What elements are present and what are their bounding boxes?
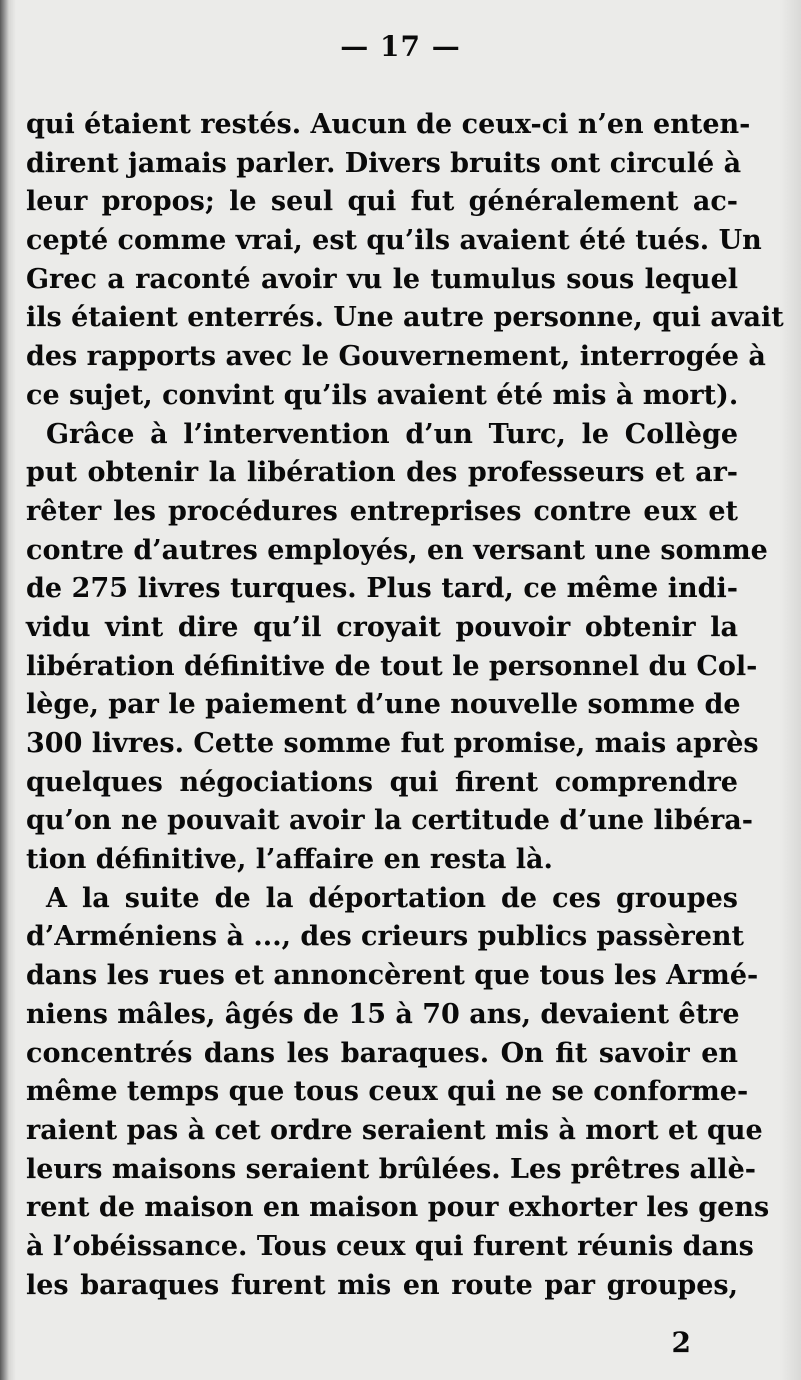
text-line: quelques négociations qui firent comprendre xyxy=(26,766,738,798)
text-line: qui étaient restés. Aucun de ceux-ci n’en enten- xyxy=(26,109,751,140)
text-line: Grec a raconté avoir vu le tumulus sous lequel xyxy=(26,263,738,295)
text-line: d’Arméniens à ..., des crieurs publics passèrent xyxy=(26,921,745,953)
text-line: concentrés dans les baraques. On fit savoir en xyxy=(26,1037,738,1069)
text-line: Grâce à l’intervention d’un Turc, le Collège xyxy=(46,418,738,450)
signature-mark: 2 xyxy=(671,1326,691,1359)
text-line: à l’obéissance. Tous ceux qui furent réunis dans xyxy=(26,1230,754,1262)
text-line: qu’on ne pouvait avoir la certitude d’une libéra- xyxy=(26,805,753,837)
text-line: contre d’autres employés, en versant une somme xyxy=(26,534,768,566)
text-line: rêter les procédures entreprises contre eux et xyxy=(26,495,738,527)
text-line: cepté comme vrai, est qu’ils avaient été tués. Un xyxy=(26,225,762,257)
text-line: rent de maison en maison pour exhorter les gens xyxy=(26,1192,770,1224)
text-line: dans les rues et annoncèrent que tous les Armé- xyxy=(26,960,759,992)
body-text xyxy=(26,106,784,1305)
text-line: ce sujet, convint qu’ils avaient été mis à mort). xyxy=(26,379,739,411)
text-line: même temps que tous ceux qui ne se conforme- xyxy=(26,1076,749,1108)
text-line: A la suite de la déportation de ces groupes xyxy=(46,882,738,914)
text-line: tion définitive, l’affaire en resta là. xyxy=(26,844,553,876)
text-line: de 275 livres turques. Plus tard, ce même indi- xyxy=(26,573,738,605)
text-line: ils étaient enterrés. Une autre personne, qui avait xyxy=(26,302,784,334)
text-line: vidu vint dire qu’il croyait pouvoir obtenir la xyxy=(26,611,738,643)
text-line: leur propos; le seul qui fut généralement ac- xyxy=(26,186,738,218)
text-line: raient pas à cet ordre seraient mis à mort et que xyxy=(26,1114,763,1146)
text-line: des rapports avec le Gouvernement, interrogée à xyxy=(26,341,766,373)
text-line: libération définitive de tout le personnel du Col- xyxy=(26,650,758,682)
text-line: les baraques furent mis en route par groupes, xyxy=(26,1269,738,1301)
text-line: leurs maisons seraient brûlées. Les prêtres allè- xyxy=(26,1153,756,1185)
text-line: lège, par le paiement d’une nouvelle somme de xyxy=(26,689,741,721)
text-line: dirent jamais parler. Divers bruits ont circulé à xyxy=(26,147,742,179)
text-line: 300 livres. Cette somme fut promise, mais après xyxy=(26,728,759,759)
text-line: niens mâles, âgés de 15 à 70 ans, devaient être xyxy=(26,998,740,1030)
page-number: — 17 — xyxy=(340,30,461,63)
text-line: put obtenir la libération des professeurs et ar- xyxy=(26,457,738,489)
